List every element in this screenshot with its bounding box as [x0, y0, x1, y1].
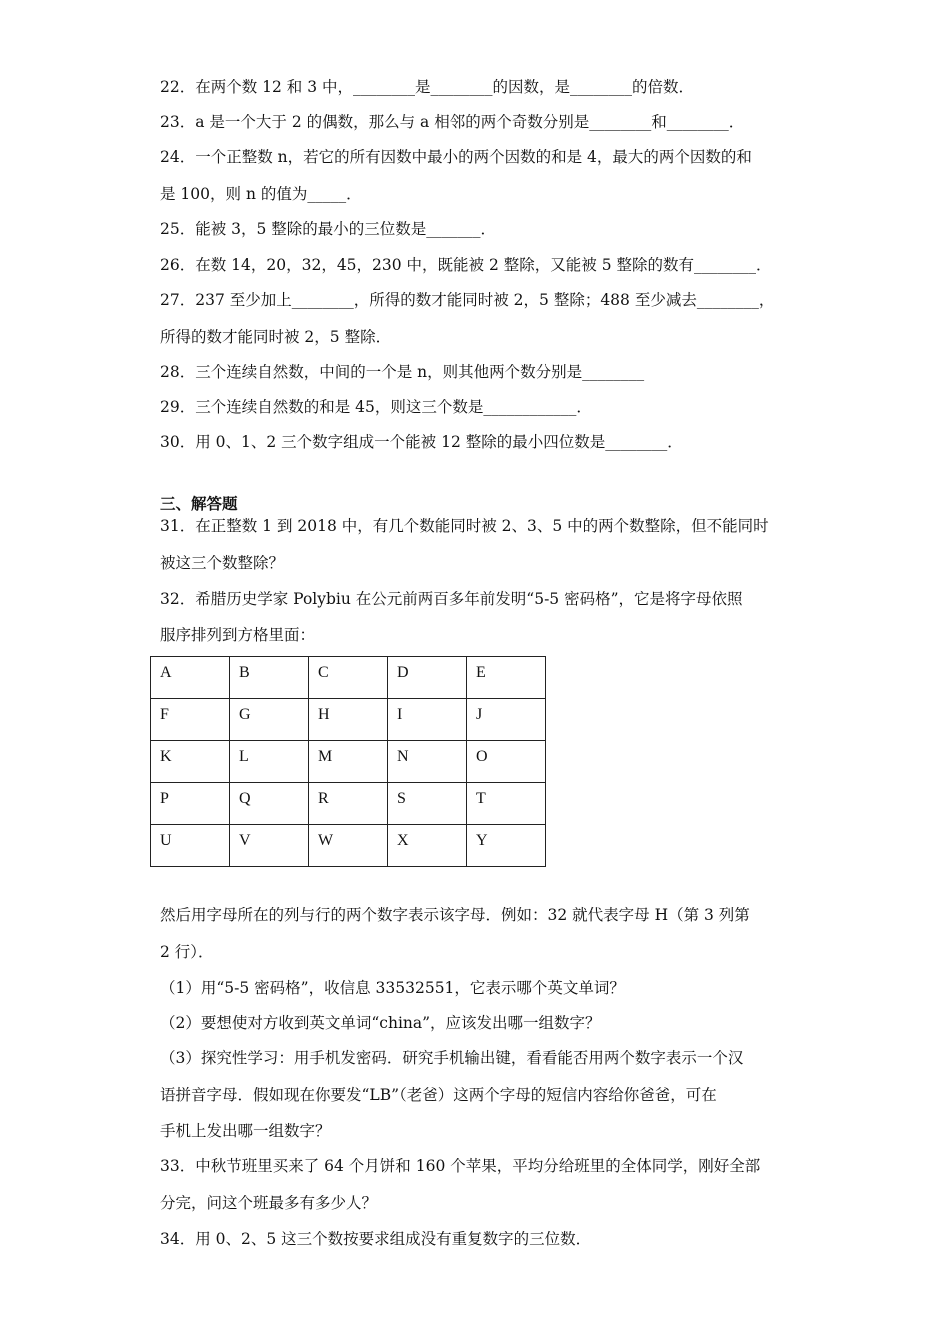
- question-28: 28．三个连续自然数，中间的一个是 n，则其他两个数分别是________: [160, 363, 645, 381]
- grid-cell: R: [309, 783, 388, 825]
- question-32-line-1: 32．希腊历史学家 Polybiu 在公元前两百多年前发明“5-5 密码格”，它是将字母依照: [160, 590, 743, 608]
- grid-row: [151, 657, 546, 699]
- question-32-part-3-line-1: （3）探究性学习：用手机发密码．研究手机输出键，看看能否用两个数字表示一个汉: [160, 1049, 744, 1067]
- grid-cell: F: [151, 699, 230, 741]
- grid-cell: P: [151, 783, 230, 825]
- question-32-line-4: 2 行）．: [160, 943, 214, 961]
- grid-cell: U: [151, 825, 230, 867]
- question-29: 29．三个连续自然数的和是 45，则这三个数是____________．: [160, 398, 592, 416]
- question-32-part-3-line-3: 手机上发出哪一组数字？: [160, 1122, 331, 1140]
- question-24-line-1: 24．一个正整数 n，若它的所有因数中最小的两个因数的和是 4，最大的两个因数的和: [160, 148, 752, 166]
- question-24-line-2: 是 100，则 n 的值为_____．: [160, 185, 362, 203]
- question-22: 22．在两个数 12 和 3 中，________是________的因数，是________的倍数．: [160, 78, 695, 96]
- grid-row: [151, 783, 546, 825]
- grid-cell: O: [467, 741, 546, 783]
- grid-cell: S: [388, 783, 467, 825]
- question-31-line-1: 31．在正整数 1 到 2018 中，有几个数能同时被 2、3、5 中的两个数整除，但不能同时: [160, 517, 769, 535]
- question-32-line-2: 服序排列到方格里面：: [160, 626, 316, 644]
- grid-cell: H: [309, 699, 388, 741]
- question-30: 30．用 0、1、2 三个数字组成一个能被 12 整除的最小四位数是________．: [160, 433, 683, 451]
- grid-cell: M: [309, 741, 388, 783]
- grid-row: [151, 741, 546, 783]
- question-32-part-1: （1）用“5-5 密码格”，收信息 33532551，它表示哪个英文单词？: [160, 979, 625, 997]
- question-27-line-1: 27．237 至少加上________，所得的数才能同时被 2，5 整除；488 至少减去________，: [160, 291, 775, 309]
- grid-cell: A: [151, 657, 230, 699]
- section-heading: 三、解答题: [160, 494, 238, 513]
- question-33-line-1: 33．中秋节班里买来了 64 个月饼和 160 个苹果，平均分给班里的全体同学，刚好全部: [160, 1157, 761, 1175]
- grid-cell: E: [467, 657, 546, 699]
- question-32-part-3-line-2: 语拼音字母．假如现在你要发“LB”（老爸）这两个字母的短信内容给你爸爸，可在: [160, 1086, 717, 1104]
- question-32-line-3: 然后用字母所在的列与行的两个数字表示该字母．例如：32 就代表字母 H（第 3 列第: [160, 906, 750, 924]
- grid-cell: L: [230, 741, 309, 783]
- grid-cell: Y: [467, 825, 546, 867]
- grid-cell: B: [230, 657, 309, 699]
- grid-row: [151, 699, 546, 741]
- grid-row: [151, 825, 546, 867]
- question-25: 25．能被 3，5 整除的最小的三位数是_______．: [160, 220, 497, 238]
- question-23: 23．a 是一个大于 2 的偶数，那么与 a 相邻的两个奇数分别是________和________．: [160, 113, 745, 131]
- question-27-line-2: 所得的数才能同时被 2，5 整除．: [160, 328, 392, 346]
- grid-cell: X: [388, 825, 467, 867]
- grid-cell: C: [309, 657, 388, 699]
- grid-cell: Q: [230, 783, 309, 825]
- grid-cell: K: [151, 741, 230, 783]
- grid-cell: G: [230, 699, 309, 741]
- grid-cell: T: [467, 783, 546, 825]
- question-26: 26．在数 14，20，32，45，230 中，既能被 2 整除，又能被 5 整除的数有________．: [160, 256, 772, 274]
- grid-cell: W: [309, 825, 388, 867]
- grid-cell: V: [230, 825, 309, 867]
- grid-cell: N: [388, 741, 467, 783]
- question-34: 34．用 0、2、5 这三个数按要求组成没有重复数字的三位数．: [160, 1230, 592, 1248]
- question-31-line-2: 被这三个数整除？: [160, 554, 285, 572]
- grid-cell: D: [388, 657, 467, 699]
- grid-cell: J: [467, 699, 546, 741]
- question-32-part-2: （2）要想使对方收到英文单词“china”，应该发出哪一组数字？: [160, 1014, 601, 1032]
- question-33-line-2: 分完，问这个班最多有多少人？: [160, 1194, 378, 1212]
- grid-cell: I: [388, 699, 467, 741]
- polybius-cipher-grid: [150, 656, 546, 867]
